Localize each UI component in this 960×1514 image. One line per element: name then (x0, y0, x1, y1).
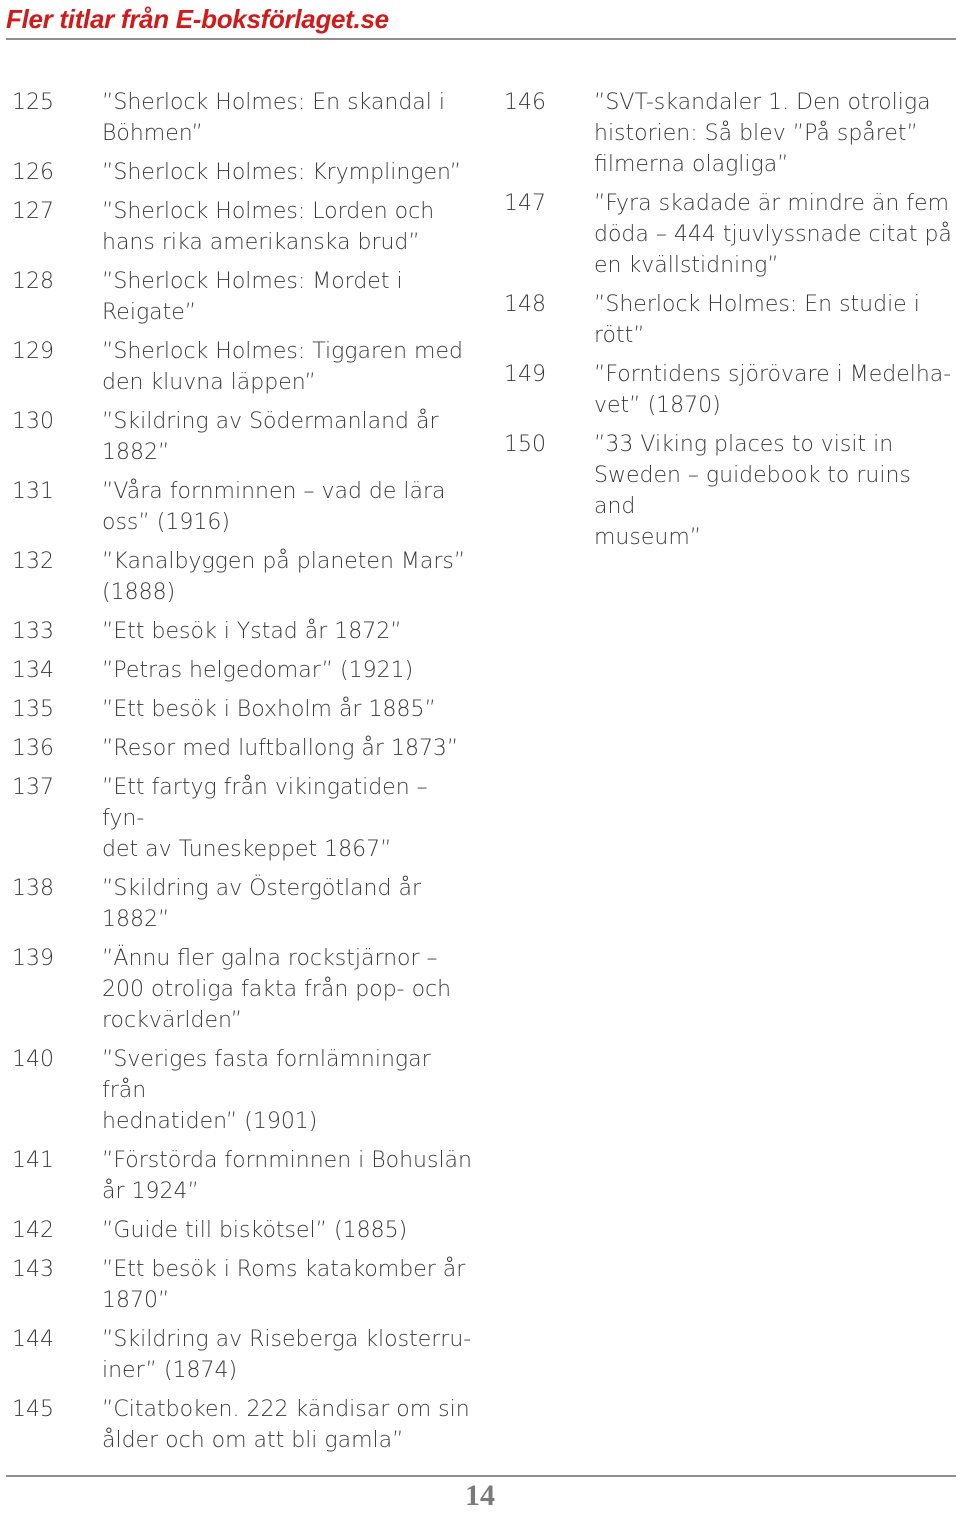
entry-title: ”Skildring av Riseberga klosterru- iner” (1874) (102, 1327, 472, 1383)
entry-number: 138 (12, 876, 54, 901)
entry-number: 129 (12, 339, 54, 364)
book-entry (12, 266, 472, 328)
entry-number: 141 (12, 1148, 54, 1173)
book-entry (12, 873, 472, 935)
footer-divider (6, 1475, 956, 1477)
entry-title: ”Sherlock Holmes: Krymplingen” (102, 160, 462, 185)
entry-title: ”Resor med luftballong år 1873” (102, 736, 459, 761)
entry-title: ”Guide till biskötsel” (1885) (102, 1218, 408, 1243)
book-entry (12, 943, 472, 1036)
entry-title: ”Fyra skadade är mindre än fem döda – 444 tjuvlyssnade citat på en kvällstidning” (594, 191, 952, 278)
book-entry (504, 289, 956, 351)
book-entry (12, 1215, 472, 1246)
entry-number: 149 (504, 362, 546, 387)
entry-title: ”Ett fartyg från vikingatiden – fyn- det av Tuneskeppet 1867” (102, 775, 428, 862)
book-entry (12, 336, 472, 398)
entry-number: 134 (12, 658, 54, 683)
book-entry (12, 1394, 472, 1456)
book-entry (12, 655, 472, 686)
book-entry (12, 157, 472, 188)
entry-number: 146 (504, 90, 546, 115)
book-entry (12, 546, 472, 608)
header-divider (6, 38, 956, 40)
entry-title: ”Ett besök i Ystad år 1872” (102, 619, 402, 644)
entry-title: ”SVT-skandaler 1. Den otroliga historien: Så blev ”På spåret” filmerna olagliga” (594, 90, 931, 177)
entry-number: 136 (12, 736, 54, 761)
book-entry (12, 196, 472, 258)
entry-title: ”Skildring av Östergötland år 1882” (102, 876, 421, 932)
entry-number: 140 (12, 1047, 54, 1072)
book-entry (12, 1324, 472, 1386)
entry-title: ”33 Viking places to visit in Sweden – guidebook to ruins and museum” (594, 432, 911, 550)
book-entry (12, 694, 472, 725)
entry-title: ”Sherlock Holmes: Lorden och hans rika amerikanska brud” (102, 199, 435, 255)
entry-title: ”Sherlock Holmes: Mordet i Reigate” (102, 269, 403, 325)
book-entry (12, 1254, 472, 1316)
entry-number: 137 (12, 775, 54, 800)
right-title-list (504, 87, 956, 561)
book-entry (12, 1145, 472, 1207)
book-entry (504, 188, 956, 281)
book-entry (504, 429, 956, 553)
book-entry (12, 772, 472, 865)
left-title-list (12, 87, 472, 1464)
entry-title: ”Sherlock Holmes: Tiggaren med den kluvna läppen” (102, 339, 463, 395)
entry-number: 131 (12, 479, 54, 504)
entry-number: 142 (12, 1218, 54, 1243)
book-entry (12, 616, 472, 647)
entry-number: 143 (12, 1257, 54, 1282)
entry-title: ”Ännu fler galna rockstjärnor – 200 otroliga fakta från pop- och rockvärlden” (102, 946, 452, 1033)
entry-number: 127 (12, 199, 54, 224)
entry-number: 125 (12, 90, 54, 115)
entry-number: 132 (12, 549, 54, 574)
entry-title: ”Skildring av Södermanland år 1882” (102, 409, 439, 465)
page-number: 14 (465, 1479, 495, 1512)
entry-number: 145 (12, 1397, 54, 1422)
entry-number: 135 (12, 697, 54, 722)
entry-number: 128 (12, 269, 54, 294)
book-entry (12, 1044, 472, 1137)
book-entry (12, 87, 472, 149)
entry-title: ”Förstörda fornminnen i Bohuslän år 1924” (102, 1148, 472, 1204)
entry-title: ”Ett besök i Boxholm år 1885” (102, 697, 436, 722)
entry-number: 139 (12, 946, 54, 971)
entry-title: ”Petras helgedomar” (1921) (102, 658, 414, 683)
entry-title: ”Citatboken. 222 kändisar om sin ålder och om att bli gamla” (102, 1397, 470, 1453)
entry-number: 130 (12, 409, 54, 434)
entry-number: 148 (504, 292, 546, 317)
entry-number: 126 (12, 160, 54, 185)
entry-number: 133 (12, 619, 54, 644)
entry-title: ”Sveriges fasta fornlämningar från hednatiden” (1901) (102, 1047, 431, 1134)
book-entry (12, 733, 472, 764)
entry-title: ”Forntidens sjörövare i Medelha- vet” (1870) (594, 362, 952, 418)
book-entry (504, 359, 956, 421)
entry-number: 150 (504, 432, 546, 457)
entry-title: ”Kanalbyggen på planeten Mars” (1888) (102, 549, 466, 605)
book-entry (12, 476, 472, 538)
entry-title: ”Sherlock Holmes: En skandal i Böhmen” (102, 90, 445, 146)
entry-title: ”Våra fornminnen – vad de lära oss” (1916) (102, 479, 446, 535)
entry-number: 147 (504, 191, 546, 216)
entry-number: 144 (12, 1327, 54, 1352)
book-entry (504, 87, 956, 180)
entry-title: ”Sherlock Holmes: En studie i rött” (594, 292, 920, 348)
book-entry (12, 406, 472, 468)
page-header-title: Fler titlar från E-boksförlaget.se (6, 4, 389, 34)
entry-title: ”Ett besök i Roms katakomber år 1870” (102, 1257, 466, 1313)
